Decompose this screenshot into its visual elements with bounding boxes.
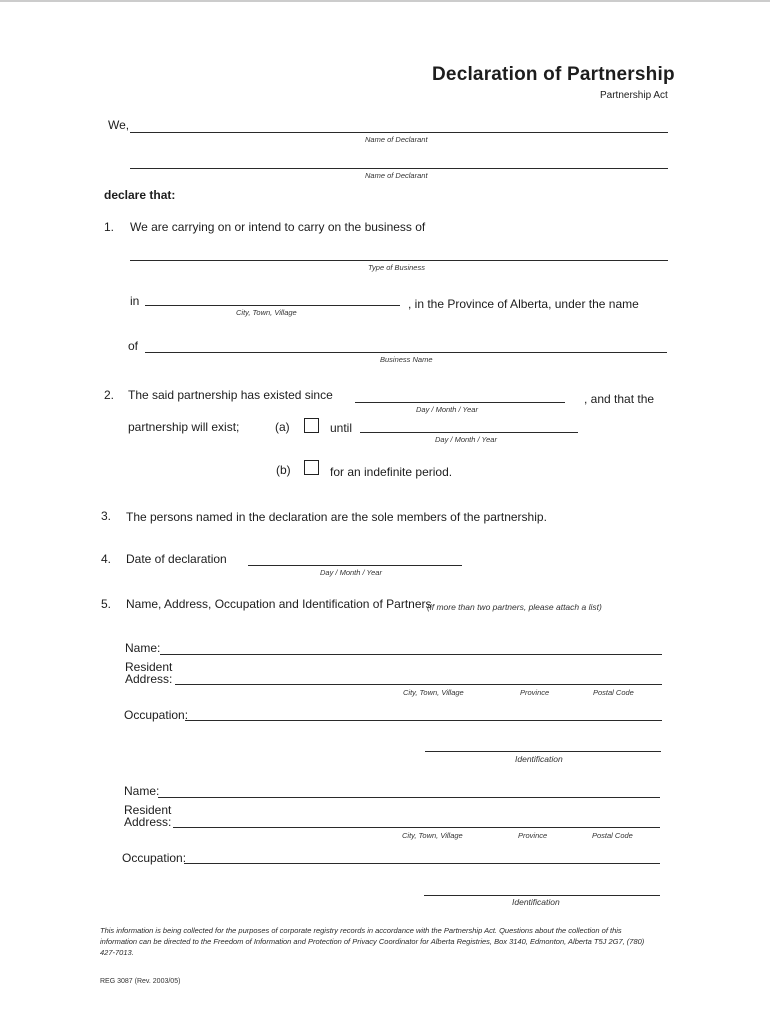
item-5-note: (if more than two partners, please attach a list) bbox=[427, 602, 602, 612]
declaration-date-caption: Day / Month / Year bbox=[320, 568, 382, 577]
business-type-field[interactable] bbox=[130, 260, 668, 261]
city-caption: City, Town, Village bbox=[236, 308, 297, 317]
partner-2-resident-label: Resident bbox=[124, 803, 172, 817]
indefinite-text: for an indefinite period. bbox=[330, 465, 453, 479]
partner-1-province-caption: Province bbox=[520, 688, 550, 697]
declaration-date-field[interactable] bbox=[248, 565, 462, 566]
item-5-number: 5. bbox=[101, 597, 112, 611]
will-exist-text: partnership will exist; bbox=[128, 420, 240, 434]
partner-1-address-label: Address: bbox=[125, 672, 173, 686]
partner-2-occupation-field[interactable] bbox=[184, 863, 660, 864]
existed-since-caption: Day / Month / Year bbox=[416, 405, 478, 414]
partner-1-name-field[interactable] bbox=[160, 654, 662, 655]
partner-1-name-label: Name: bbox=[125, 641, 161, 655]
option-b-checkbox[interactable] bbox=[304, 460, 319, 475]
item-4-number: 4. bbox=[101, 552, 112, 566]
partner-2-name-label: Name: bbox=[124, 784, 160, 798]
declarant-caption-2: Name of Declarant bbox=[365, 171, 428, 180]
city-field[interactable] bbox=[145, 305, 400, 306]
partner-1-identification-field[interactable] bbox=[425, 751, 661, 752]
declarant-name-field-2[interactable] bbox=[130, 168, 668, 169]
item-2-text: The said partnership has existed since bbox=[128, 388, 333, 402]
partner-1-resident-label: Resident bbox=[125, 660, 173, 674]
we-label: We, bbox=[108, 118, 130, 132]
partner-1-postal-caption: Postal Code bbox=[593, 688, 634, 697]
partner-2-identification-caption: Identification bbox=[512, 897, 560, 907]
item-3-number: 3. bbox=[101, 509, 112, 523]
option-a-label: (a) bbox=[275, 420, 290, 434]
of-label: of bbox=[128, 339, 139, 353]
item-4-text: Date of declaration bbox=[126, 552, 227, 566]
item-1-text: We are carrying on or intend to carry on the business of bbox=[130, 220, 426, 234]
item-2-number: 2. bbox=[104, 388, 115, 402]
business-type-caption: Type of Business bbox=[368, 263, 425, 272]
partner-2-address-field[interactable] bbox=[173, 827, 660, 828]
form-title: Declaration of Partnership bbox=[432, 64, 675, 85]
item-3-text: The persons named in the declaration are the sole members of the partnership. bbox=[126, 510, 547, 524]
declarant-name-field-1[interactable] bbox=[130, 132, 668, 133]
until-label: until bbox=[330, 421, 353, 435]
partner-2-name-field[interactable] bbox=[158, 797, 660, 798]
privacy-notice: This information is being collected for the purposes of corporate registry records in accordance with the Partnership Act. Questions about the collection of this information can be directed to the Freedom of Information and Protection of Privacy Coordinator for Alberta Registries, Box 3140, Edmonton, Alberta T5J 2G7, (780) 427-7013. bbox=[100, 926, 645, 957]
scan-edge bbox=[0, 0, 770, 2]
partner-2-address-label: Address: bbox=[124, 815, 172, 829]
and-that-text: , and that the bbox=[584, 392, 655, 406]
partner-2-province-caption: Province bbox=[518, 831, 548, 840]
partner-2-postal-caption: Postal Code bbox=[592, 831, 633, 840]
business-name-field[interactable] bbox=[145, 352, 667, 353]
partner-1-occupation-field[interactable] bbox=[185, 720, 662, 721]
province-text: , in the Province of Alberta, under the name bbox=[408, 297, 639, 311]
form-subtitle: Partnership Act bbox=[600, 90, 668, 101]
declarant-caption-1: Name of Declarant bbox=[365, 135, 428, 144]
option-b-label: (b) bbox=[276, 463, 291, 477]
partner-2-identification-field[interactable] bbox=[424, 895, 660, 896]
form-number: REG 3087 (Rev. 2003/05) bbox=[100, 978, 181, 985]
until-date-field[interactable] bbox=[360, 432, 578, 433]
partner-2-city-caption: City, Town, Village bbox=[402, 831, 463, 840]
existed-since-date-field[interactable] bbox=[355, 402, 565, 403]
business-name-caption: Business Name bbox=[380, 355, 433, 364]
option-a-checkbox[interactable] bbox=[304, 418, 319, 433]
item-1-number: 1. bbox=[104, 220, 115, 234]
until-date-caption: Day / Month / Year bbox=[435, 435, 497, 444]
item-5-text: Name, Address, Occupation and Identification of Partners bbox=[126, 597, 432, 611]
partner-1-city-caption: City, Town, Village bbox=[403, 688, 464, 697]
partner-1-occupation-label: Occupation: bbox=[124, 708, 189, 722]
in-label: in bbox=[130, 294, 140, 308]
partner-2-occupation-label: Occupation: bbox=[122, 851, 187, 865]
partner-1-identification-caption: Identification bbox=[515, 754, 563, 764]
partner-1-address-field[interactable] bbox=[175, 684, 662, 685]
declare-that-label: declare that: bbox=[104, 188, 176, 202]
